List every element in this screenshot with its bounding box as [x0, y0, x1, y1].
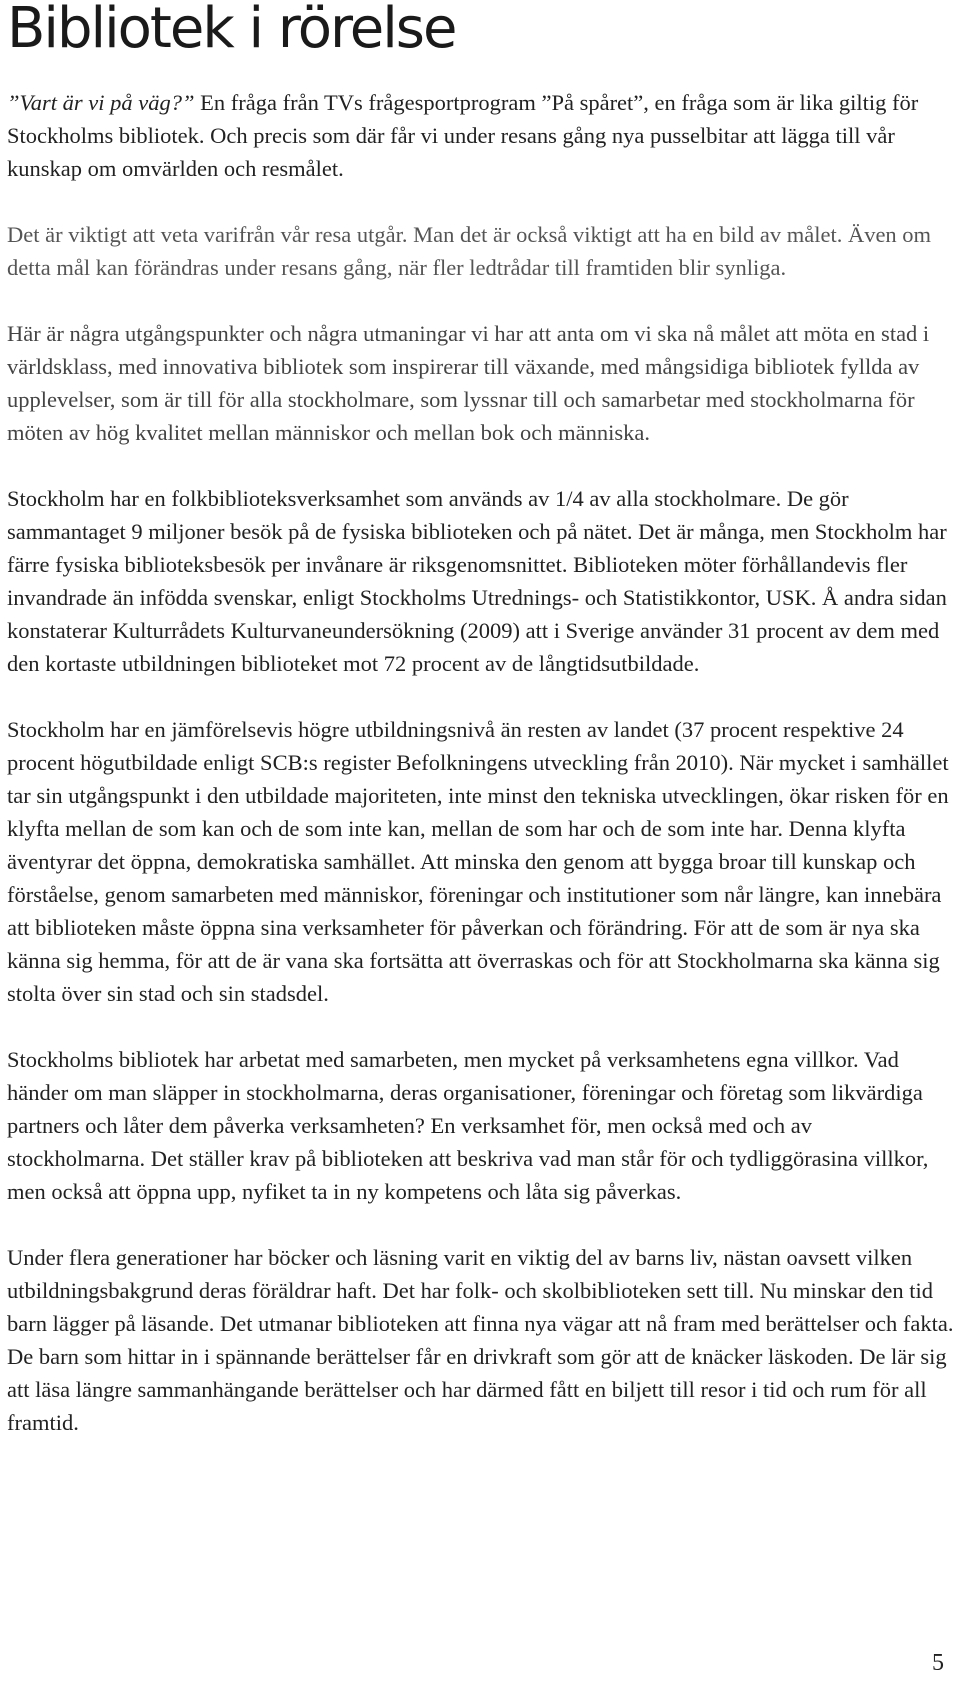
body-text	[7, 86, 955, 1439]
paragraph-6: Under flera generationer har böcker och läsning varit en viktig del av barns liv, nästan oavsett vilken utbildningsbakgrund deras föräldrar haft. Det har folk- och skolbiblioteken sett till. Nu minskar den tid barn lägger på läsande. Det utmanar biblioteken att finna nya vägar att nå fram med berättelser och fakta. De barn som hittar in i spännande berättelser får en drivkraft som gör att de knäcker läskoden. De lär sig att läsa längre sammanhängande berättelser och har därmed fått en biljett till resor i tid och rum för all framtid.	[7, 1245, 954, 1435]
intro-paragraph	[7, 86, 955, 185]
paragraph-1: Det är viktigt att veta varifrån vår resa utgår. Man det är också viktigt att ha en bild av målet. Även om detta mål kan förändras under resans gång, när fler ledtrådar till framtiden blir synliga.	[7, 222, 932, 280]
page-number: 5	[932, 1650, 944, 1676]
paragraph-3: Stockholm har en folkbiblioteksverksamhet som används av 1/4 av alla stockholmare. De gör sammantaget 9 miljoner besök på de fysiska biblioteken och på nätet. Det är många, men Stockholm har färre fysiska biblioteksbesök per invånare är riksgenomsnittet. Biblioteken möter förhållandevis fler invandrade än infödda svenskar, enligt Stockholms Utrednings- och Statistikkontor, USK. Å andra sidan konstaterar Kulturrådets Kulturvaneundersökning (2009) att i Sverige använder 31 procent av dem med den kortaste utbildningen biblioteket mot 72 procent av de långtidsutbildade.	[7, 486, 947, 676]
intro-quote: ”Vart är vi på väg?”	[7, 90, 195, 115]
intro-text: En fråga från TVs frågesportprogram ”På spåret”, en fråga som är lika giltig för Stockholms bibliotek. Och precis som där får vi under resans gång nya pusselbitar att lägga till vår kunskap om omvärlden och resmålet.	[7, 90, 919, 181]
document-page	[7, 0, 955, 1472]
page-title: Bibliotek i rörelse	[7, 0, 456, 61]
paragraph-2: Här är några utgångspunkter och några utmaningar vi har att anta om vi ska nå målet att möta en stad i världsklass, med innovativa bibliotek som inspirerar till växande, med mångsidiga bibliotek fyllda av upplevelser, som är till för alla stockholmare, som lyssnar till och samarbetar med stockholmarna för möten av hög kvalitet mellan människor och mellan bok och människa.	[7, 321, 930, 445]
paragraph-5: Stockholms bibliotek har arbetat med samarbeten, men mycket på verksamhetens egna villkor. Vad händer om man släpper in stockholmarna, deras organisationer, föreningar och företag som likvärdiga partners och låter dem påverka verksamheten? En verksamhet för, men också med och av stockholmarna. Det ställer krav på biblioteken att beskriva vad man står för och tydliggörasina villkor, men också att öppna upp, nyfiket ta in ny kompetens och låta sig påverkas.	[7, 1047, 929, 1204]
paragraph-4: Stockholm har en jämförelsevis högre utbildningsnivå än resten av landet (37 procent respektive 24 procent högutbildade enligt SCB:s register Befolkningens utveckling från 2010). När mycket i samhället tar sin utgångspunkt i den utbildade majoriteten, inte minst den tekniska utvecklingen, ökar risken för en klyfta mellan de som kan och de som inte kan, mellan de som har och de som inte har. Denna klyfta äventyrar det öppna, demokratiska samhället. Att minska den genom att bygga broar till kunskap och förståelse, genom samarbeten med människor, föreningar och institutioner som når längre, kan innebära att biblioteken måste öppna sina verksamheter för påverkan och förändring. För att de som är nya ska känna sig hemma, för att de är vana ska fortsätta att överraskas och för att Stockholmarna ska känna sig stolta över sin stad och sin stadsdel.	[7, 717, 949, 1006]
